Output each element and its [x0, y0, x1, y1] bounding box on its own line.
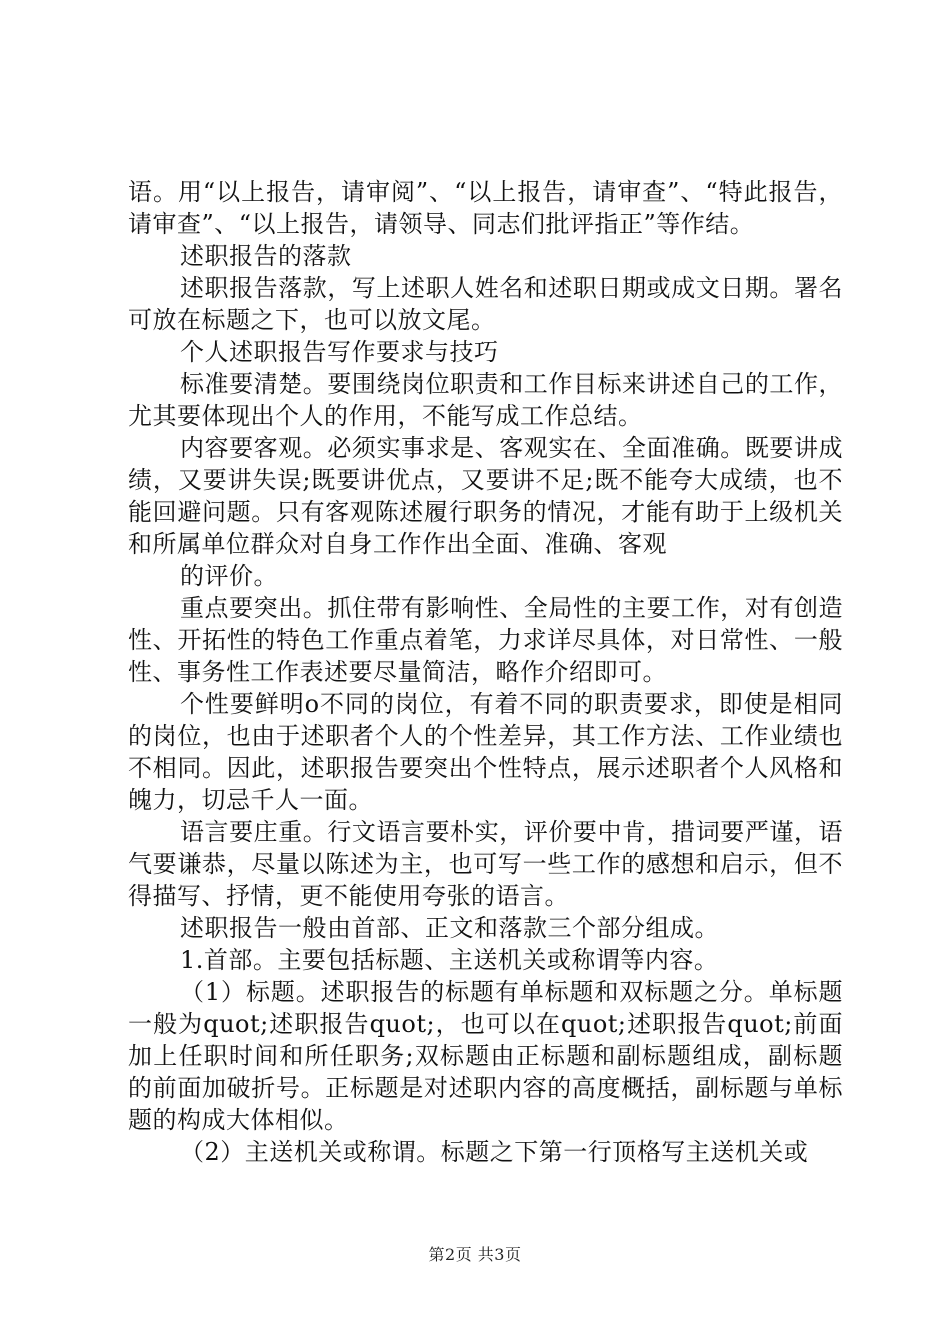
document-body: [128, 176, 843, 1168]
paragraph: 个性要鲜明o不同的岗位，有着不同的职责要求，即使是相同的岗位，也由于述职者个人的个性差异，其工作方法、工作业绩也不相同。因此，述职报告要突出个性特点，展示述职者个人风格和魄力，切忌千人一面。: [128, 690, 843, 814]
section-heading: 述职报告的落款: [180, 242, 352, 270]
paragraph: 标准要清楚。要围绕岗位职责和工作目标来讲述自己的工作，尤其要体现出个人的作用，不能写成工作总结。: [128, 370, 843, 430]
paragraph: 述职报告一般由首部、正文和落款三个部分组成。: [180, 914, 719, 942]
section-heading: 个人述职报告写作要求与技巧: [180, 338, 499, 366]
paragraph: 语。用“以上报告，请审阅”、“以上报告，请审查”、“特此报告，请审查”、“以上报告，请领导、同志们批评指正”等作结。: [128, 178, 843, 238]
paragraph: 述职报告落款，写上述职人姓名和述职日期或成文日期。署名可放在标题之下，也可以放文尾。: [128, 274, 843, 334]
page-number-footer: 第2页 共3页: [428, 1245, 522, 1264]
paragraph: 重点要突出。抓住带有影响性、全局性的主要工作，对有创造性、开拓性的特色工作重点着笔，力求详尽具体，对日常性、一般性、事务性工作表述要尽量简洁，略作介绍即可。: [128, 594, 843, 686]
paragraph: 的评价。: [180, 562, 278, 590]
paragraph: （1）标题。述职报告的标题有单标题和双标题之分。单标题一般为quot;述职报告quot;，也可以在quot;述职报告quot;前面加上任职时间和所任职务;双标题由正标题和副标题组成，副标题的前面加破折号。正标题是对述职内容的高度概括，副标题与单标题的构成大体相似。: [128, 978, 843, 1134]
paragraph: 1.首部。主要包括标题、主送机关或称谓等内容。: [180, 946, 719, 974]
paragraph: （2）主送机关或称谓。标题之下第一行顶格写主送机关或: [180, 1138, 809, 1166]
paragraph: 语言要庄重。行文语言要朴实，评价要中肯，措词要严谨，语气要谦恭，尽量以陈述为主，也可写一些工作的感想和启示，但不得描写、抒情，更不能使用夸张的语言。: [128, 818, 843, 910]
paragraph: 内容要客观。必须实事求是、客观实在、全面准确。既要讲成绩，又要讲失误;既要讲优点，又要讲不足;既不能夸大成绩，也不能回避问题。只有客观陈述履行职务的情况，才能有助于上级机关和所属单位群众对自身工作作出全面、准确、客观: [128, 434, 843, 558]
